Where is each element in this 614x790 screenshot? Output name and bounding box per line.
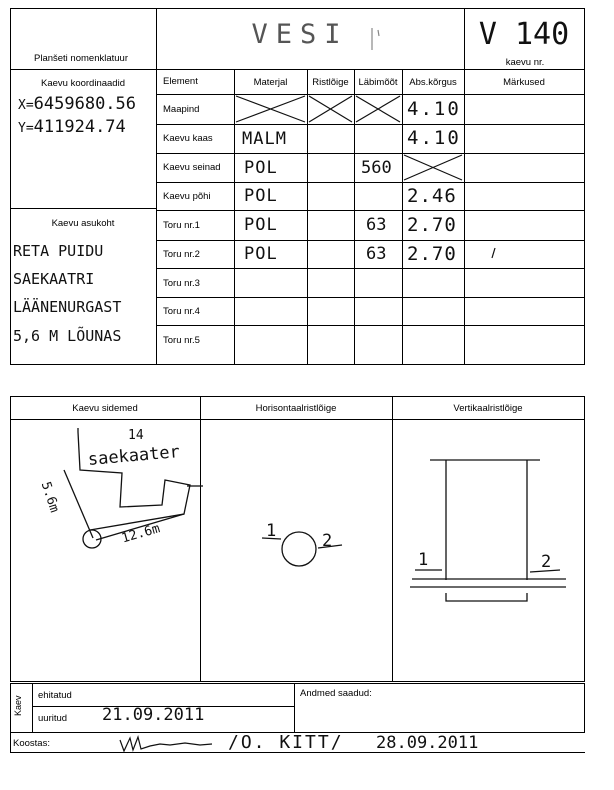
nomenklatuur-value: VESI <box>251 18 349 50</box>
row-kaevu-seinad: Kaevu seinad <box>163 162 221 173</box>
building-number: 14 <box>128 428 144 443</box>
seinad-labimoot: 560 <box>361 158 392 178</box>
row-kaevu-kaas: Kaevu kaas <box>163 133 213 144</box>
kaevu-nr-label: kaevu nr. <box>505 56 545 68</box>
y-value: 411924.74 <box>33 117 126 137</box>
koordinaadid-label: Kaevu koordinaadid <box>41 77 125 89</box>
toru2-abs: 2.70 <box>407 243 457 265</box>
kaevu-nr-value: V 140 <box>478 16 570 52</box>
row-maapind: Maapind <box>163 104 200 115</box>
row-toru-3: Toru nr.3 <box>163 278 200 289</box>
andmed-label: Andmed saadud: <box>300 688 372 699</box>
asukoht-line-2: SAEKAATRI <box>13 270 95 288</box>
pipe1-label-vertical: 1 <box>418 550 429 570</box>
pohi-materjal: POL <box>244 186 278 206</box>
koostas-date: 28.09.2011 <box>376 733 479 753</box>
row-kaevu-pohi: Kaevu põhi <box>163 191 211 202</box>
header-markused: Märkused <box>503 76 545 88</box>
row-toru-4: Toru nr.4 <box>163 306 200 317</box>
vertikaal-label: Vertikaalristlõige <box>453 402 523 414</box>
toru2-labimoot: 63 <box>366 244 387 264</box>
x-prefix: X= <box>18 98 34 113</box>
asukoht-line-1: RETA PUIDU <box>13 242 104 260</box>
x-value: 6459680.56 <box>33 94 137 114</box>
koostas-name: /O. KITT/ <box>228 732 344 753</box>
pipe1-label-horizontal: 1 <box>266 521 277 541</box>
building-label: saekaater <box>87 442 181 470</box>
koostas-label: Koostas: <box>13 738 50 749</box>
header-labimoot: Läbimõõt <box>358 76 398 88</box>
pipe2-label-horizontal: 2 <box>322 531 333 551</box>
row-toru-5: Toru nr.5 <box>163 335 200 346</box>
distance-a-label: 5.6m <box>37 480 62 515</box>
asukoht-line-4: 5,6 M LÕUNAS <box>13 327 122 345</box>
distance-b-label: 12.6m <box>120 521 162 547</box>
ehitatud-label: ehitatud <box>38 690 72 701</box>
uuritud-value: 21.09.2011 <box>102 705 205 725</box>
kaev-label: Kaev <box>13 695 23 716</box>
row-toru-2: Toru nr.2 <box>163 249 200 260</box>
y-prefix: Y= <box>18 121 34 136</box>
toru1-abs: 2.70 <box>407 214 457 236</box>
seinad-materjal: POL <box>244 158 278 178</box>
sidemed-label: Kaevu sidemed <box>72 402 138 414</box>
header-element: Element <box>163 76 198 87</box>
uuritud-label: uuritud <box>38 713 68 724</box>
toru1-materjal: POL <box>244 215 278 235</box>
header-ristloige: Ristlõige <box>312 76 349 88</box>
asukoht-line-3: LÄÄNENURGAST <box>13 298 122 316</box>
toru1-labimoot: 63 <box>366 215 387 235</box>
maapind-abs: 4.10 <box>407 98 461 120</box>
horisontaal-label: Horisontaalristlõige <box>255 402 337 414</box>
header-materjal: Materjal <box>253 76 288 88</box>
header-abs: Abs.kõrgus <box>409 76 457 88</box>
kaas-abs: 4.10 <box>407 127 461 149</box>
nomenklatuur-label: Planšeti nomenklatuur <box>34 53 128 64</box>
kaas-materjal: MALM <box>242 129 287 149</box>
row-toru-1: Toru nr.1 <box>163 220 200 231</box>
asukoht-label: Kaevu asukoht <box>51 217 115 229</box>
pipe2-label-vertical: 2 <box>541 552 552 572</box>
pohi-abs: 2.46 <box>407 185 457 207</box>
toru2-materjal: POL <box>244 244 278 264</box>
